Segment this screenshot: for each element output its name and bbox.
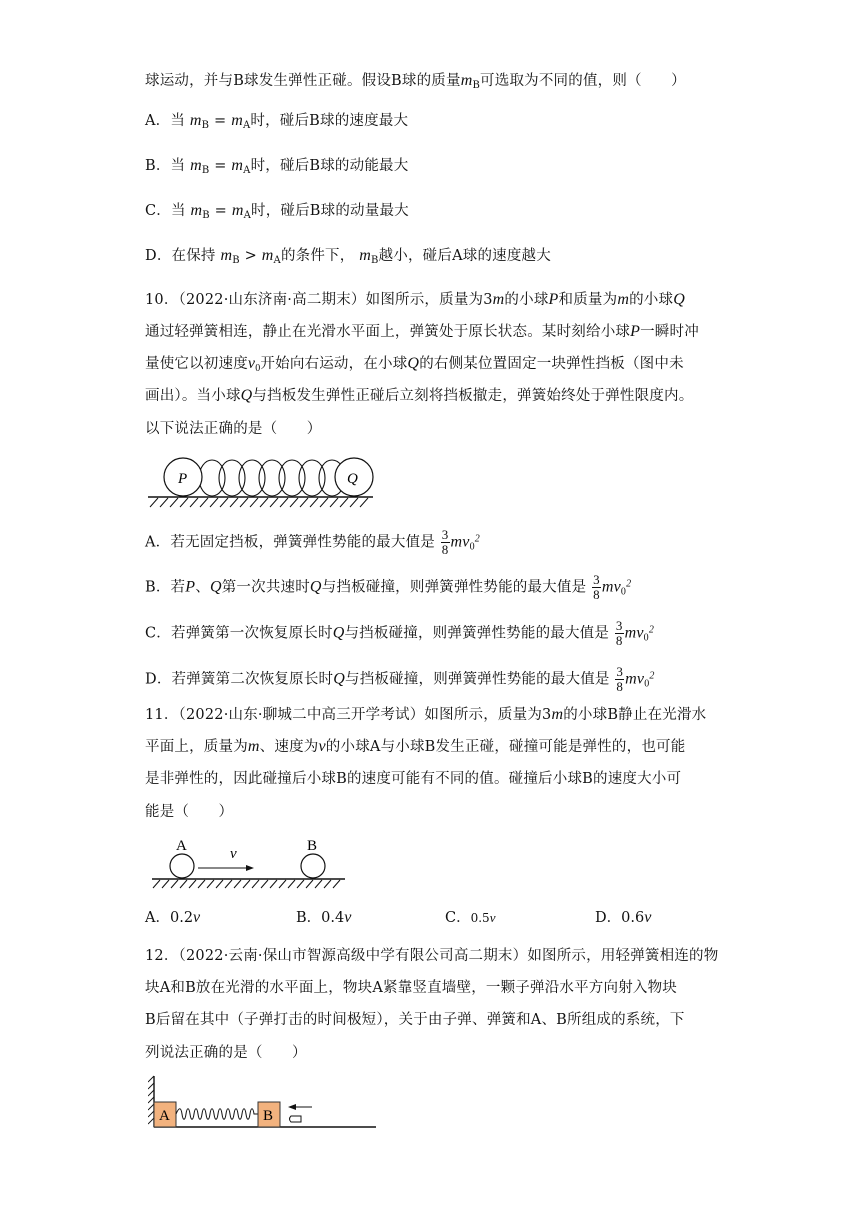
arrow-left-icon [288, 1104, 296, 1110]
ball-b [301, 854, 325, 878]
q11-collision-figure [150, 835, 348, 890]
q11-option-b[interactable]: B．0.4v [296, 909, 352, 926]
q10-stem-line4: 画出）。当小球Q与挡板发生弹性正碰后立刻将挡板撤走，弹簧始终处于弹性限度内。 [145, 387, 694, 404]
ball-a-label: A [176, 838, 187, 854]
q10-spring-figure [148, 455, 378, 510]
ball-q-label: Q [347, 471, 358, 487]
q10-option-b[interactable]: B．若P、Q第一次共速时Q与挡板碰撞，则弹簧弹性势能的最大值是 $\frac{3}{8}$ $mv_0^2$ [145, 572, 632, 602]
q12-blocks-figure [148, 1074, 380, 1132]
q9-option-b[interactable]: B．当 $m_B = m_A$时，碰后B球的动能最大 [145, 157, 409, 176]
q12-stem-line1: 12．（2022·云南·保山市智源高级中学有限公司高二期末）如图所示，用轻弹簧相连的物 [145, 948, 719, 964]
q10-option-c[interactable]: C．若弹簧第一次恢复原长时Q与挡板碰撞，则弹簧弹性势能的最大值是 $\frac{3}{8}$ $mv_0^2$ [145, 618, 655, 648]
q9-option-a[interactable]: A．当 $m_B = m_A$时，碰后B球的速度最大 [145, 112, 409, 131]
q10-option-a[interactable]: A．若无固定挡板，弹簧弹性势能的最大值是 $\frac{3}{8}$ $mv_0^2$ [145, 527, 480, 557]
ball-a [170, 854, 194, 878]
q10-stem-line5: 以下说法正确的是（ ） [145, 421, 322, 437]
fraction: $\frac{3}{8}$ [441, 527, 449, 557]
q12-stem-line3: B后留在其中（子弹打击的时间极短），关于由子弹、弹簧和A、B所组成的系统，下 [145, 1012, 685, 1028]
q11-option-d[interactable]: D．0.6v [595, 909, 652, 926]
q11-option-a[interactable]: A．0.2v [145, 909, 201, 926]
q11-option-c[interactable]: C．0.5v [445, 910, 496, 926]
velocity-arrow-head-icon [246, 865, 254, 871]
q12-stem-line2: 块A和B放在光滑的水平面上，物块A紧靠竖直墙壁，一颗子弹沿水平方向射入物块 [145, 980, 677, 996]
q11-stem-line2: 平面上，质量为m、速度为v的小球A与小球B发生正碰，碰撞可能是弹性的，也可能 [145, 738, 686, 755]
q10-stem-line3: 量使它以初速度$v_0$开始向右运动，在小球Q的右侧某位置固定一块弹性挡板（图中未 [145, 355, 684, 374]
q12-stem-line4: 列说法正确的是（ ） [145, 1045, 307, 1061]
q10-stem-line1: 10．（2022·山东济南·高二期末）如图所示，质量为3m的小球P和质量为m的小球Q [145, 291, 685, 308]
ground-hatch [153, 880, 340, 888]
q9-option-d[interactable]: D．在保持 $m_B > m_A$的条件下， $m_B$越小，碰后A球的速度越大 [145, 247, 551, 266]
spring-coils-icon [199, 460, 345, 496]
q11-stem-line3: 是非弹性的，因此碰撞后小球B的速度可能有不同的值。碰撞后小球B的速度大小可 [145, 771, 682, 787]
fraction: $\frac{3}{8}$ [615, 618, 623, 648]
wall-hatch [148, 1076, 154, 1124]
q10-option-d[interactable]: D．若弹簧第二次恢复原长时Q与挡板碰撞，则弹簧弹性势能的最大值是 $\frac{3}{8}$ $mv_0^2$ [145, 664, 655, 694]
ground-hatch [150, 498, 368, 507]
spring-icon [176, 1109, 258, 1120]
block-a-label: A [159, 1108, 170, 1124]
q9-option-c[interactable]: C．当 $m_B = m_A$时，碰后B球的动量最大 [145, 202, 409, 221]
q11-stem-line4: 能是（ ） [145, 804, 234, 820]
fraction: $\frac{3}{8}$ [593, 572, 600, 602]
block-b-label: B [263, 1108, 274, 1124]
fraction: $\frac{3}{8}$ [616, 664, 624, 694]
ball-b-label: B [307, 838, 318, 854]
q10-stem-line2: 通过轻弹簧相连，静止在光滑水平面上，弹簧处于原长状态。某时刻给小球P一瞬时冲 [145, 323, 699, 340]
ball-p-label: P [178, 471, 188, 487]
q11-stem-line1: 11．（2022·山东·聊城二中高三开学考试）如图所示，质量为3m的小球B静止在光滑水 [145, 706, 707, 723]
velocity-label: v [230, 846, 237, 862]
q9-stem-tail: 球运动，并与B球发生弹性正碰。假设B球的质量$m_B$可选取为不同的值，则（ ） [145, 72, 686, 91]
bullet-icon [290, 1116, 302, 1122]
